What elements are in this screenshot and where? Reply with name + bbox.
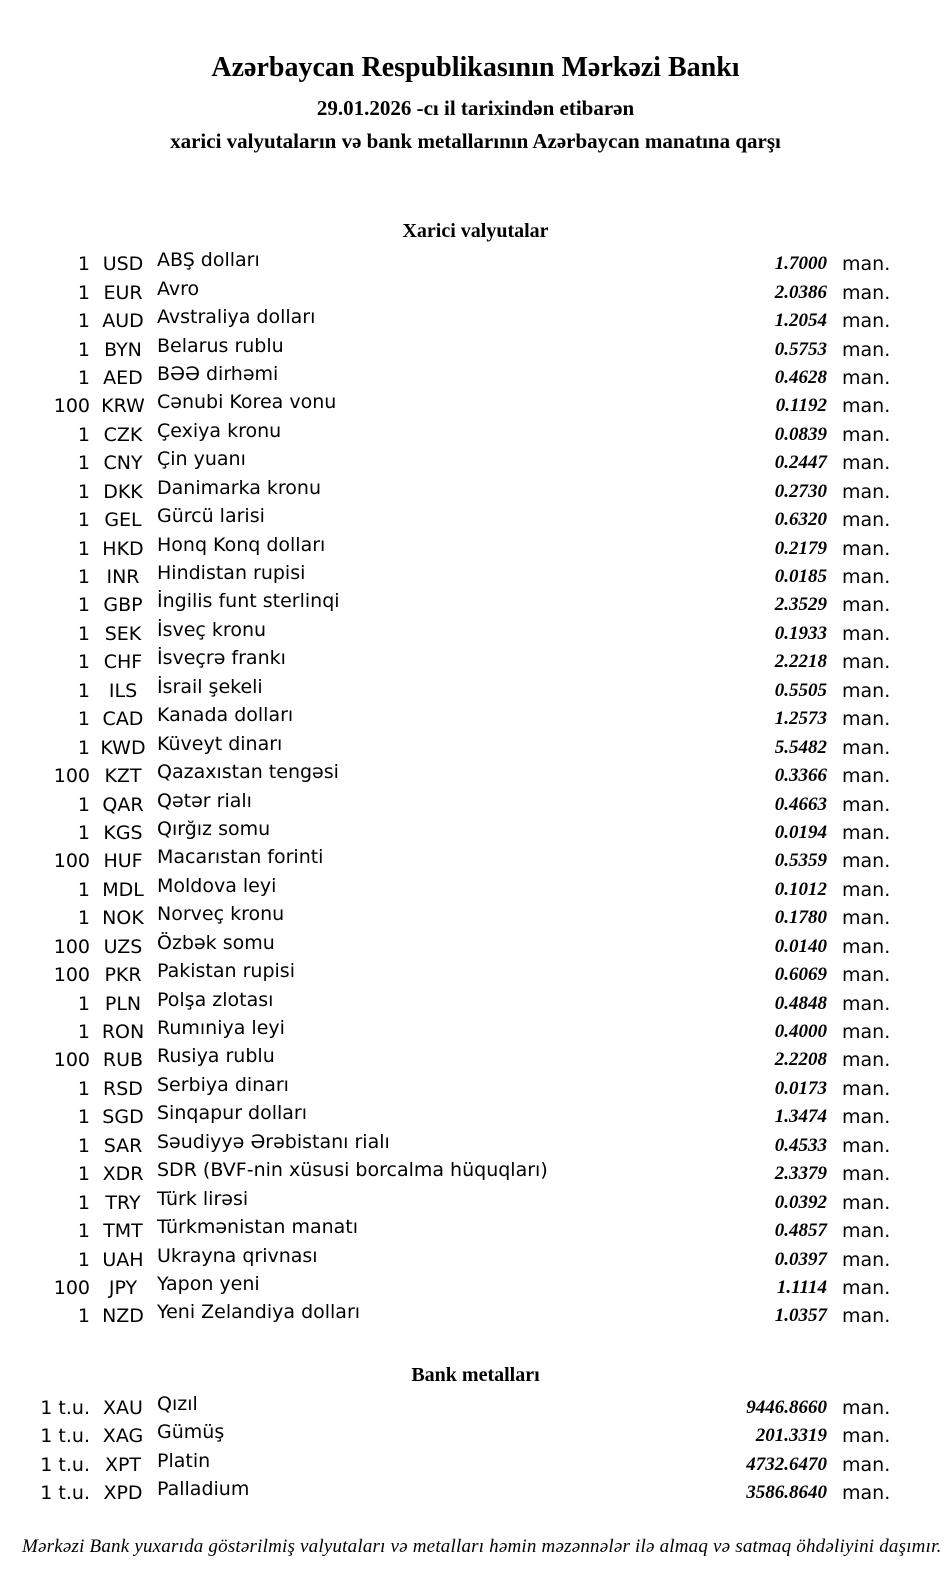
effective-date: 29.01.2026 -cı il tarixindən etibarən <box>316 96 635 120</box>
rate-value-cell: 5.5482 <box>774 736 827 758</box>
quantity-cell: 1 <box>77 1106 90 1129</box>
currency-code-cell: XAU <box>103 1397 143 1420</box>
currency-code-cell: RON <box>101 1021 145 1044</box>
currency-code-cell: SAR <box>103 1134 143 1157</box>
rate-value-cell: 0.0173 <box>774 1077 827 1099</box>
quantity-cell: 1 <box>77 1191 90 1214</box>
currency-name-cell: Danimarka kronu <box>157 476 322 499</box>
unit-label-cell: man. <box>842 708 891 731</box>
rate-value-cell: 0.6069 <box>774 964 827 986</box>
currency-rate-row <box>0 1302 951 1330</box>
quantity-cell: 1 <box>77 1163 90 1186</box>
unit-label-cell: man. <box>842 480 891 503</box>
currency-name-cell: Avro <box>157 277 200 300</box>
rate-value-cell: 1.2573 <box>774 708 827 730</box>
unit-label-cell: man. <box>842 964 891 987</box>
unit-label-cell: man. <box>842 907 891 930</box>
currency-name-cell: İsveçrə frankı <box>157 647 286 670</box>
unit-label-cell: man. <box>842 1482 891 1505</box>
metals-section-heading: Bank metalları <box>411 1364 540 1386</box>
rate-value-cell: 0.0839 <box>774 423 827 445</box>
currency-code-cell: AUD <box>102 310 144 333</box>
unit-label-cell: man. <box>842 1191 891 1214</box>
quantity-cell: 100 <box>53 850 90 873</box>
currency-name-cell: Avstraliya dolları <box>157 306 316 329</box>
currency-rate-row <box>0 421 951 449</box>
rate-value-cell: 201.3319 <box>755 1425 827 1447</box>
unit-label-cell: man. <box>842 992 891 1015</box>
currency-code-cell: AED <box>103 366 143 389</box>
currency-name-cell: Türkmənistan manatı <box>157 1216 359 1239</box>
rate-value-cell: 0.0185 <box>774 566 827 588</box>
unit-label-cell: man. <box>842 594 891 617</box>
quantity-cell: 1 <box>77 821 90 844</box>
quantity-cell: 1 <box>77 480 90 503</box>
currency-name-cell: SDR (BVF-nin xüsusi borcalma hüquqları) <box>157 1159 548 1182</box>
unit-label-cell: man. <box>842 1425 891 1448</box>
quantity-cell: 1 <box>77 1021 90 1044</box>
currency-name-cell: Yeni Zelandiya dolları <box>157 1301 361 1324</box>
quantity-cell: 1 <box>77 907 90 930</box>
quantity-cell: 1 t.u. <box>40 1453 90 1476</box>
currency-code-cell: XDR <box>102 1163 144 1186</box>
currency-rate-row <box>0 563 951 591</box>
rate-value-cell: 0.4848 <box>774 992 827 1014</box>
currency-name-cell: Palladium <box>157 1478 250 1501</box>
rate-value-cell: 0.2730 <box>774 480 827 502</box>
unit-label-cell: man. <box>842 1077 891 1100</box>
quantity-cell: 100 <box>53 1276 90 1299</box>
currency-code-cell: DKK <box>103 480 143 503</box>
currency-rate-row <box>0 1132 951 1160</box>
currency-code-cell: MDL <box>102 878 144 901</box>
currency-name-cell: İsveç kronu <box>157 618 267 641</box>
quantity-cell: 1 <box>77 1220 90 1243</box>
currency-rate-row <box>0 904 951 932</box>
unit-label-cell: man. <box>842 935 891 958</box>
currency-code-cell: ILS <box>108 679 138 702</box>
unit-label-cell: man. <box>842 1453 891 1476</box>
currency-name-cell: Serbiya dinarı <box>157 1073 289 1096</box>
currency-rate-row <box>0 989 951 1017</box>
currency-name-cell: Ukrayna qrivnası <box>157 1244 318 1267</box>
currency-name-cell: Macarıstan forinti <box>157 846 324 869</box>
currency-rate-row <box>0 677 951 705</box>
currency-rate-row <box>0 1274 951 1302</box>
quantity-cell: 1 <box>77 338 90 361</box>
currency-code-cell: INR <box>106 566 140 589</box>
currency-rate-row <box>0 307 951 335</box>
metal-rate-row <box>0 1451 951 1479</box>
currency-name-cell: Hindistan rupisi <box>157 562 306 585</box>
currency-code-cell: PLN <box>104 992 142 1015</box>
rate-value-cell: 1.3474 <box>774 1106 827 1128</box>
unit-label-cell: man. <box>842 1248 891 1271</box>
unit-label-cell: man. <box>842 1106 891 1129</box>
rate-value-cell: 0.1780 <box>774 907 827 929</box>
quantity-cell: 1 t.u. <box>40 1482 90 1505</box>
rate-value-cell: 0.3366 <box>774 765 827 787</box>
currency-rate-row <box>0 1245 951 1273</box>
currency-name-cell: Qazaxıstan tengəsi <box>157 761 339 784</box>
currency-code-cell: RSD <box>103 1077 143 1100</box>
quantity-cell: 1 <box>77 310 90 333</box>
quantity-cell: 1 <box>77 878 90 901</box>
rate-value-cell: 0.5753 <box>774 338 827 360</box>
unit-label-cell: man. <box>842 679 891 702</box>
unit-label-cell: man. <box>842 765 891 788</box>
rate-value-cell: 0.1012 <box>774 878 827 900</box>
currency-name-cell: Platin <box>157 1449 211 1472</box>
currency-code-cell: UAH <box>102 1248 144 1271</box>
currency-name-cell: Çin yuanı <box>157 448 246 471</box>
currency-code-cell: HUF <box>103 850 143 873</box>
currency-code-cell: KWD <box>100 736 146 759</box>
currency-rate-row <box>0 961 951 989</box>
unit-label-cell: man. <box>842 566 891 589</box>
quantity-cell: 1 <box>77 1305 90 1328</box>
currency-rate-row <box>0 449 951 477</box>
metal-rate-row <box>0 1394 951 1422</box>
unit-label-cell: man. <box>842 651 891 674</box>
currency-rate-row <box>0 1160 951 1188</box>
currency-code-cell: XPD <box>103 1482 143 1505</box>
currency-code-cell: GEL <box>104 509 142 532</box>
currency-rate-row <box>0 733 951 761</box>
currency-code-cell: QAR <box>102 793 144 816</box>
currency-code-cell: GBP <box>103 594 143 617</box>
currency-rate-row <box>0 1188 951 1216</box>
unit-label-cell: man. <box>842 1163 891 1186</box>
currency-code-cell: XPT <box>104 1453 142 1476</box>
unit-label-cell: man. <box>842 366 891 389</box>
currency-name-cell: Qızıl <box>157 1393 198 1416</box>
currency-code-cell: CNY <box>103 452 143 475</box>
unit-label-cell: man. <box>842 793 891 816</box>
currency-name-cell: Yapon yeni <box>157 1272 260 1295</box>
currency-rate-row <box>0 705 951 733</box>
currency-rate-table <box>0 250 951 1331</box>
rate-value-cell: 0.2179 <box>774 537 827 559</box>
currency-rate-row <box>0 478 951 506</box>
currency-code-cell: CZK <box>103 423 143 446</box>
currency-name-cell: Gürcü larisi <box>157 505 265 528</box>
metal-rate-row <box>0 1479 951 1507</box>
currency-code-cell: NOK <box>102 907 144 930</box>
rate-value-cell: 0.5359 <box>774 850 827 872</box>
currency-code-cell: USD <box>102 253 144 276</box>
rate-value-cell: 2.2208 <box>774 1049 827 1071</box>
rate-value-cell: 1.1114 <box>776 1276 827 1298</box>
unit-label-cell: man. <box>842 452 891 475</box>
rate-value-cell: 9446.8660 <box>746 1397 827 1419</box>
rate-value-cell: 0.4663 <box>774 793 827 815</box>
currency-code-cell: TRY <box>105 1191 141 1214</box>
quantity-cell: 1 <box>77 253 90 276</box>
quantity-cell: 1 <box>77 566 90 589</box>
quantity-cell: 1 <box>77 452 90 475</box>
currency-rate-row <box>0 1103 951 1131</box>
currency-name-cell: Qətər rialı <box>157 789 252 812</box>
metal-rate-row <box>0 1422 951 1450</box>
unit-label-cell: man. <box>842 423 891 446</box>
currency-code-cell: TMT <box>103 1220 143 1243</box>
currency-rate-row <box>0 1217 951 1245</box>
quantity-cell: 1 <box>77 793 90 816</box>
currency-rate-row <box>0 591 951 619</box>
currency-name-cell: Sinqapur dolları <box>157 1102 308 1125</box>
currency-code-cell: XAG <box>102 1425 144 1448</box>
rate-value-cell: 2.2218 <box>774 651 827 673</box>
currency-rate-row <box>0 790 951 818</box>
quantity-cell: 1 <box>77 1248 90 1271</box>
currency-code-cell: SGD <box>102 1106 144 1129</box>
rate-value-cell: 2.3529 <box>774 594 827 616</box>
currency-name-cell: Polşa zlotası <box>157 988 274 1011</box>
currency-code-cell: HKD <box>102 537 144 560</box>
currency-rate-row <box>0 648 951 676</box>
rate-value-cell: 1.0357 <box>774 1305 827 1327</box>
rate-value-cell: 0.0392 <box>774 1191 827 1213</box>
currency-rate-row <box>0 506 951 534</box>
unit-label-cell: man. <box>842 622 891 645</box>
unit-label-cell: man. <box>842 338 891 361</box>
currency-code-cell: JPY <box>108 1276 138 1299</box>
rate-value-cell: 3586.8640 <box>746 1482 827 1504</box>
currency-name-cell: Pakistan rupisi <box>157 960 295 983</box>
quantity-cell: 100 <box>53 1049 90 1072</box>
currency-rate-row <box>0 1046 951 1074</box>
quantity-cell: 1 <box>77 651 90 674</box>
quantity-cell: 1 <box>77 622 90 645</box>
currency-code-cell: EUR <box>103 281 143 304</box>
currency-name-cell: Belarus rublu <box>157 334 284 357</box>
page-title: Azərbaycan Respublikasının Mərkəzi Bankı <box>211 52 740 83</box>
currency-name-cell: Özbək somu <box>157 931 275 954</box>
quantity-cell: 1 <box>77 537 90 560</box>
quantity-cell: 1 <box>77 1134 90 1157</box>
quantity-cell: 1 <box>77 1077 90 1100</box>
rate-value-cell: 0.4857 <box>774 1220 827 1242</box>
rate-value-cell: 0.4000 <box>774 1021 827 1043</box>
currency-code-cell: SEK <box>104 622 142 645</box>
quantity-cell: 100 <box>53 765 90 788</box>
unit-label-cell: man. <box>842 1397 891 1420</box>
currency-name-cell: Səudiyyə Ərəbistanı rialı <box>157 1130 390 1153</box>
unit-label-cell: man. <box>842 1021 891 1044</box>
currency-name-cell: Gümüş <box>157 1421 225 1444</box>
rate-value-cell: 0.1933 <box>774 622 827 644</box>
currency-code-cell: CAD <box>102 708 144 731</box>
currency-name-cell: Norveç kronu <box>157 903 285 926</box>
rate-value-cell: 0.4533 <box>774 1134 827 1156</box>
currency-name-cell: Kanada dolları <box>157 704 294 727</box>
quantity-cell: 1 t.u. <box>40 1397 90 1420</box>
currency-code-cell: BYN <box>104 338 142 361</box>
rate-value-cell: 0.6320 <box>774 509 827 531</box>
currencies-section-heading: Xarici valyutalar <box>402 220 549 242</box>
currency-rate-row <box>0 534 951 562</box>
currency-name-cell: Küveyt dinarı <box>157 732 283 755</box>
currency-name-cell: Honq Konq dolları <box>157 533 326 556</box>
quantity-cell: 1 <box>77 423 90 446</box>
currency-code-cell: RUB <box>102 1049 144 1072</box>
currency-rate-row <box>0 876 951 904</box>
currency-name-cell: İsrail şekeli <box>157 675 263 698</box>
page-subtitle: xarici valyutaların və bank metallarının Azərbaycan manatına qarşı <box>170 129 781 153</box>
currency-rate-row <box>0 933 951 961</box>
quantity-cell: 1 <box>77 992 90 1015</box>
currency-rate-row <box>0 250 951 278</box>
currency-code-cell: PKR <box>104 964 142 987</box>
currency-code-cell: KRW <box>101 395 145 418</box>
rate-value-cell: 0.1192 <box>775 395 827 417</box>
currency-name-cell: Çexiya kronu <box>157 419 282 442</box>
currency-code-cell: NZD <box>102 1305 144 1328</box>
unit-label-cell: man. <box>842 281 891 304</box>
currency-rate-row <box>0 847 951 875</box>
rate-value-cell: 0.0140 <box>774 935 827 957</box>
rate-value-cell: 4732.6470 <box>746 1453 827 1475</box>
rate-value-cell: 0.0194 <box>774 821 827 843</box>
disclaimer-note: Mərkəzi Bank yuxarıda göstərilmiş valyutaları və metalları həmin məzənnələr ilə almaq və satmaq öhdəliyini daşımır. <box>22 1536 942 1557</box>
quantity-cell: 100 <box>53 935 90 958</box>
currency-name-cell: ABŞ dolları <box>157 249 260 272</box>
unit-label-cell: man. <box>842 1276 891 1299</box>
unit-label-cell: man. <box>842 1134 891 1157</box>
quantity-cell: 1 t.u. <box>40 1425 90 1448</box>
currency-name-cell: BƏƏ dirhəmi <box>157 362 279 385</box>
currency-name-cell: Moldova leyi <box>157 874 277 897</box>
unit-label-cell: man. <box>842 1220 891 1243</box>
unit-label-cell: man. <box>842 736 891 759</box>
rate-value-cell: 0.5505 <box>774 679 827 701</box>
currency-name-cell: İngilis funt sterlinqi <box>157 590 340 613</box>
currency-code-cell: UZS <box>103 935 143 958</box>
unit-label-cell: man. <box>842 878 891 901</box>
currency-rate-row <box>0 762 951 790</box>
unit-label-cell: man. <box>842 1049 891 1072</box>
rate-value-cell: 1.2054 <box>774 310 827 332</box>
quantity-cell: 1 <box>77 594 90 617</box>
quantity-cell: 1 <box>77 281 90 304</box>
quantity-cell: 1 <box>77 708 90 731</box>
currency-rate-row <box>0 335 951 363</box>
quantity-cell: 1 <box>77 509 90 532</box>
currency-rate-row <box>0 819 951 847</box>
unit-label-cell: man. <box>842 253 891 276</box>
rate-value-cell: 2.3379 <box>774 1163 827 1185</box>
currency-name-cell: Qırğız somu <box>157 817 271 840</box>
rate-value-cell: 0.2447 <box>774 452 827 474</box>
metal-rate-table <box>0 1394 951 1507</box>
currency-code-cell: KGS <box>103 821 143 844</box>
currency-name-cell: Türk lirəsi <box>157 1187 249 1210</box>
currency-name-cell: Rumıniya leyi <box>157 1017 285 1040</box>
currency-rate-row <box>0 1018 951 1046</box>
unit-label-cell: man. <box>842 395 891 418</box>
rate-value-cell: 0.4628 <box>774 366 827 388</box>
currency-rate-row <box>0 620 951 648</box>
rate-value-cell: 1.7000 <box>774 253 827 275</box>
currency-code-cell: KZT <box>104 765 142 788</box>
currency-rate-row <box>0 1075 951 1103</box>
quantity-cell: 1 <box>77 736 90 759</box>
currency-rate-row <box>0 364 951 392</box>
unit-label-cell: man. <box>842 509 891 532</box>
unit-label-cell: man. <box>842 850 891 873</box>
unit-label-cell: man. <box>842 1305 891 1328</box>
rate-value-cell: 0.0397 <box>774 1248 827 1270</box>
quantity-cell: 1 <box>77 366 90 389</box>
currency-name-cell: Rusiya rublu <box>157 1045 275 1068</box>
unit-label-cell: man. <box>842 537 891 560</box>
currency-rate-row <box>0 392 951 420</box>
currency-name-cell: Cənubi Korea vonu <box>157 391 337 414</box>
currency-rate-row <box>0 278 951 306</box>
quantity-cell: 1 <box>77 679 90 702</box>
quantity-cell: 100 <box>53 395 90 418</box>
unit-label-cell: man. <box>842 310 891 333</box>
quantity-cell: 100 <box>53 964 90 987</box>
rate-value-cell: 2.0386 <box>774 281 827 303</box>
unit-label-cell: man. <box>842 821 891 844</box>
currency-code-cell: CHF <box>103 651 143 674</box>
